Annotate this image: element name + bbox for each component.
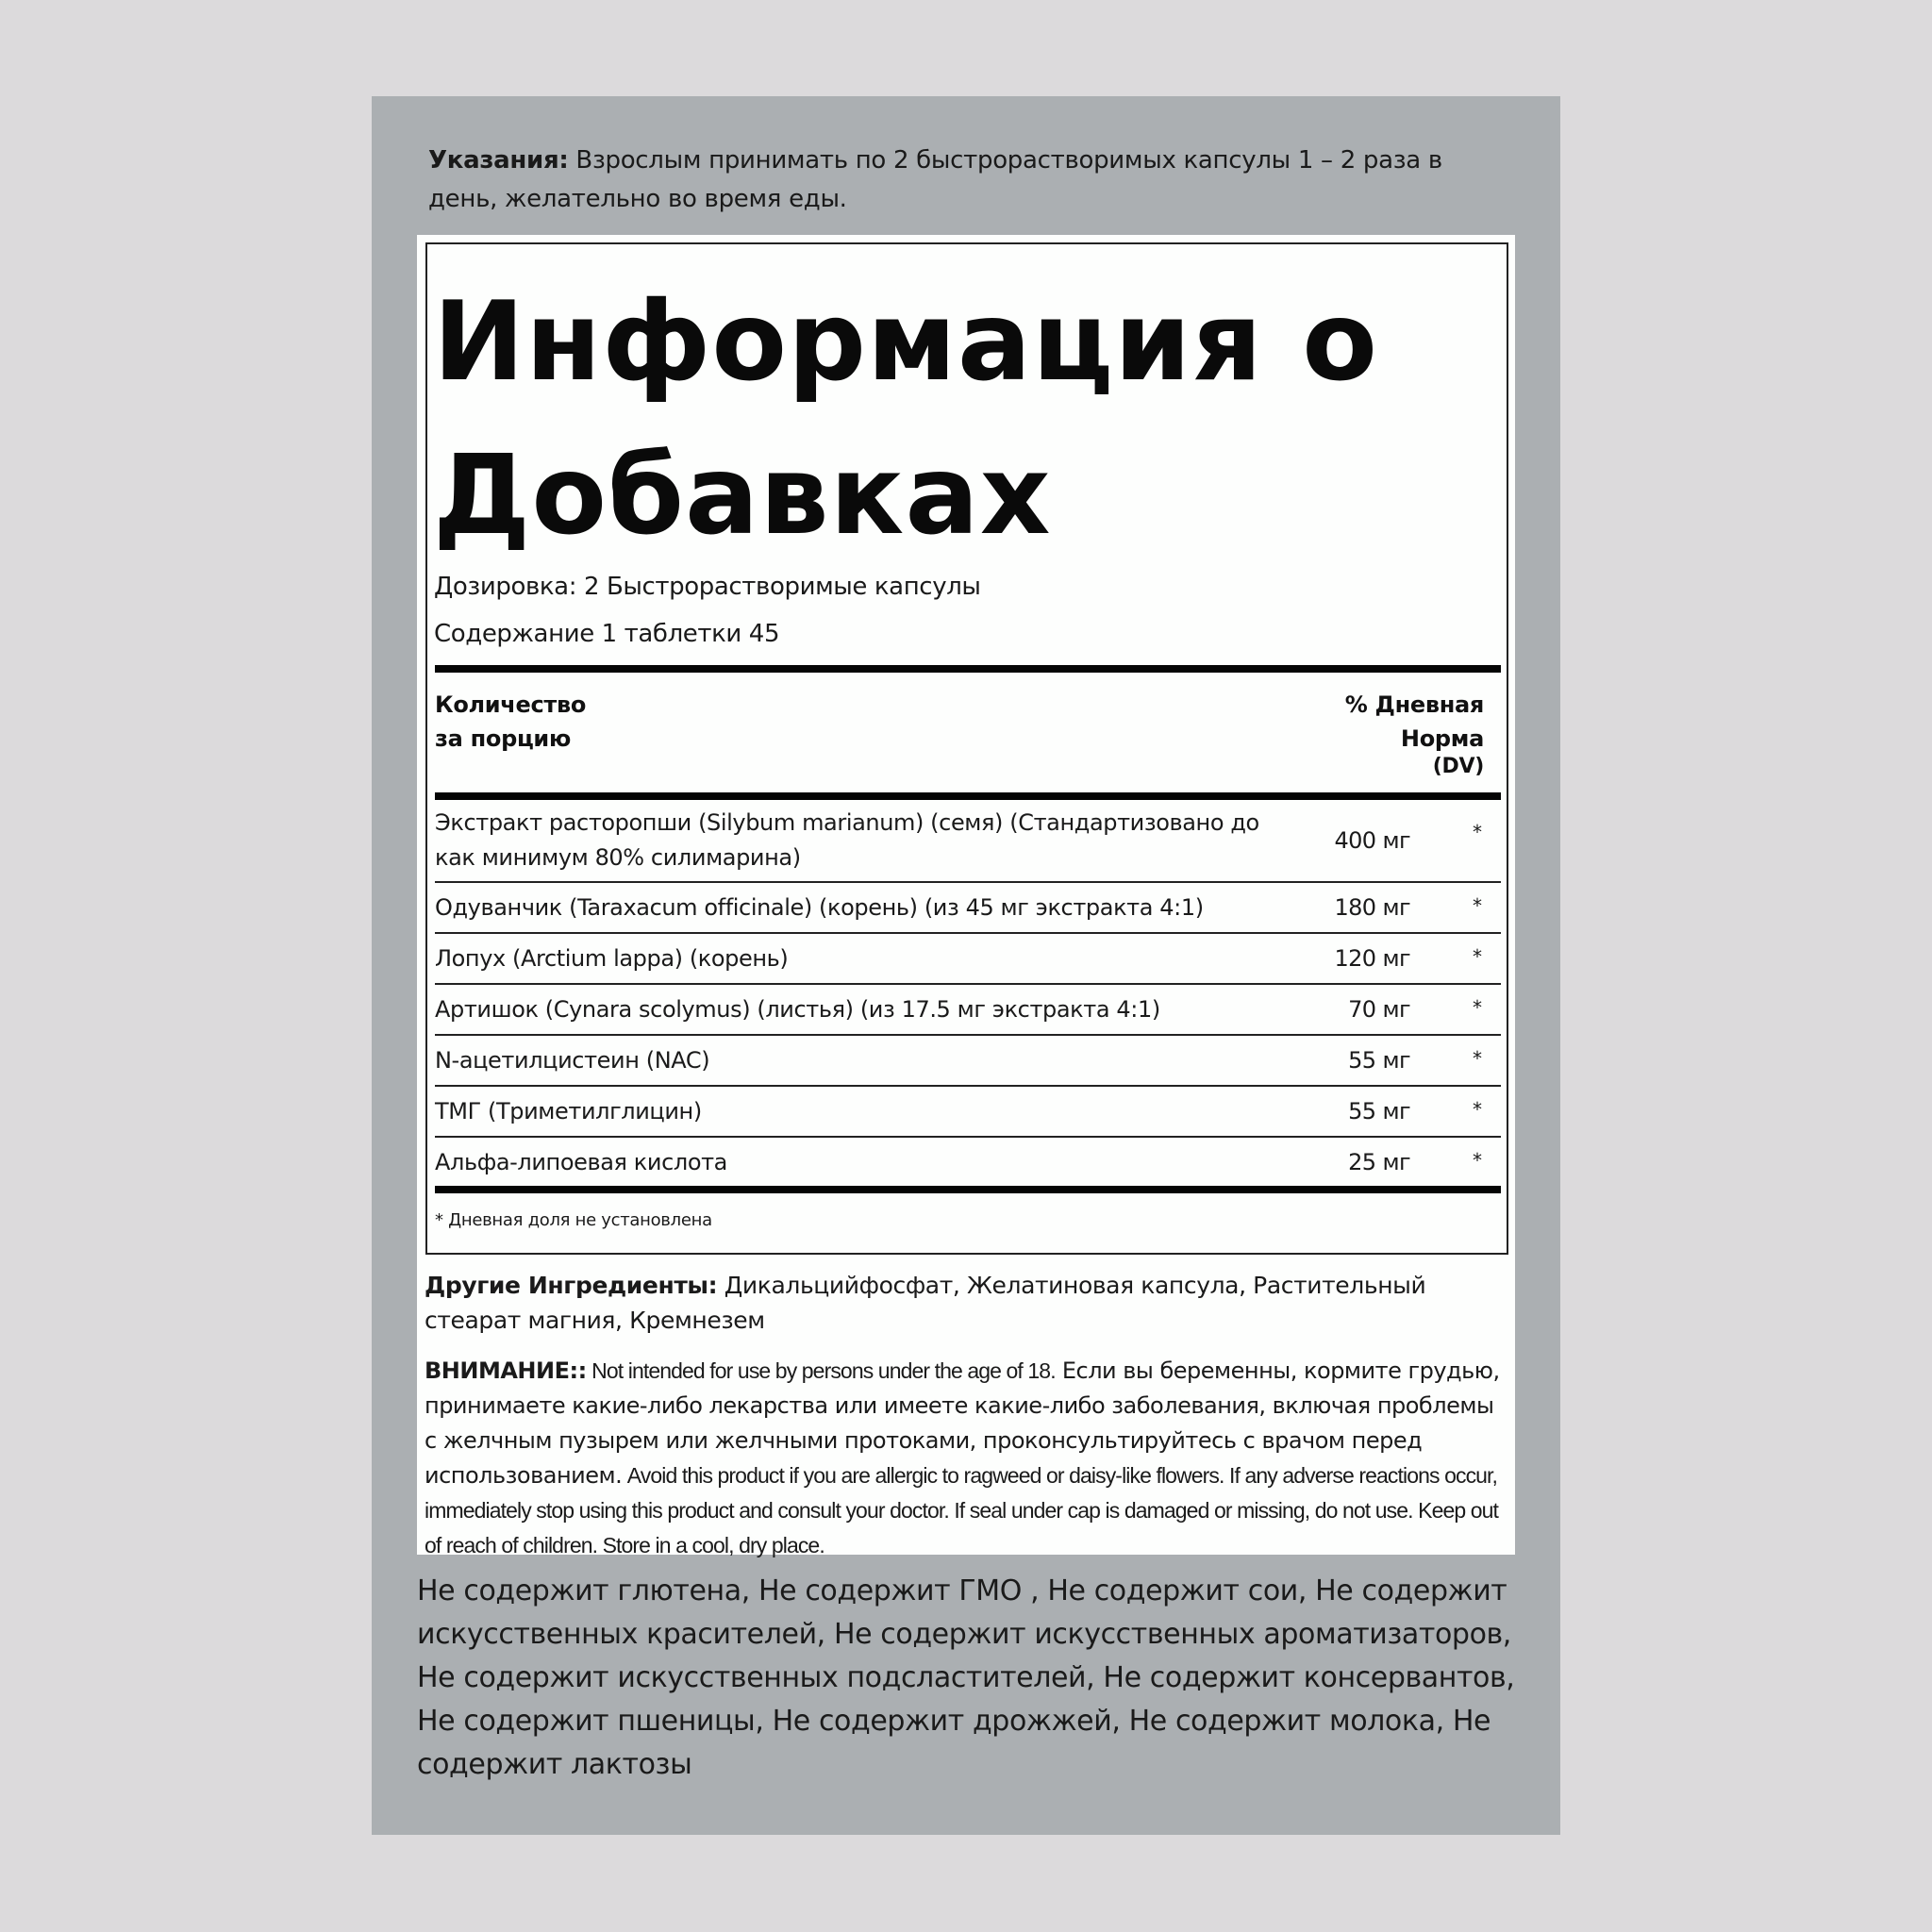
directions-label: Указания: <box>428 146 569 175</box>
ingredient-dv: * <box>1473 945 1482 968</box>
ingredient-dv: * <box>1473 1047 1482 1070</box>
other-ingredients-label: Другие Ингредиенты: <box>425 1272 718 1299</box>
table-row <box>435 1036 1501 1087</box>
ingredient-table <box>435 800 1501 1187</box>
ingredient-name: ТМГ (Триметилглицин) <box>435 1097 702 1124</box>
divider-thick <box>435 792 1501 800</box>
facts-title <box>433 265 1378 573</box>
ingredient-name: N-ацетилцистеин (NAC) <box>435 1046 710 1074</box>
table-row <box>435 883 1501 934</box>
supplement-facts-box <box>425 242 1508 1255</box>
ingredient-amount: 120 мг <box>1334 945 1410 972</box>
warning-text-ru: Если вы беременны, кормите грудью, принимаете какие-либо лекарства или имеете какие-либо заболевания, включая проблемы с желчным пузырем или желчными протоками, проконсультируйтесь с врачом перед использованием. <box>425 1357 1500 1489</box>
facts-title-line2: Добавках <box>433 432 1052 559</box>
dv-header-line2: Норма <box>1400 725 1484 752</box>
divider-thick <box>435 1186 1501 1193</box>
table-row <box>435 985 1501 1036</box>
warning-text-en-2: Avoid this product if you are allergic to ragweed or daisy-like flowers. If any adverse reactions occur, immediately stop using this product and consult your doctor. If seal under cap is damaged or missing, do not use. Keep out of reach of children. Store in a cool, dry place. <box>425 1463 1499 1557</box>
warning-text-en-1: Not intended for use by persons under the age of 18. <box>586 1358 1056 1383</box>
ingredient-amount: 180 мг <box>1334 894 1410 921</box>
other-ingredients-text: Дикальцийфосфат, Желатиновая капсула, Растительный стеарат магния, Кремнезем <box>425 1272 1426 1334</box>
servings-per-container: Содержание 1 таблетки 45 <box>434 620 780 648</box>
serving-size: Дозировка: 2 Быстрорастворимые капсулы <box>434 573 981 601</box>
amount-header-line2: за порцию <box>435 725 571 752</box>
ingredient-dv: * <box>1473 1149 1482 1172</box>
ingredient-name: Одуванчик (Taraxacum officinale) (корень) (из 45 мг экстракта 4:1) <box>435 893 1204 921</box>
directions <box>428 142 1494 219</box>
footnote: * Дневная доля не установлена <box>435 1210 712 1230</box>
ingredient-amount: 25 мг <box>1348 1149 1410 1175</box>
dv-header-line3: (DV) <box>1432 755 1484 778</box>
ingredient-dv: * <box>1473 1098 1482 1121</box>
ingredient-amount: 400 мг <box>1334 827 1410 854</box>
warning-label: ВНИМАНИЕ:: <box>425 1357 587 1384</box>
amount-header-line1: Количество <box>435 691 587 718</box>
ingredient-name: Лопух (Arctium lappa) (корень) <box>435 944 789 972</box>
ingredient-dv: * <box>1473 894 1482 917</box>
ingredient-name: Экстракт расторопши (Silybum marianum) (семя) (Стандартизовано до как минимум 80% силимарина) <box>435 809 1259 871</box>
daily-value-header <box>1345 688 1484 778</box>
table-row <box>435 1138 1501 1187</box>
table-row <box>435 1087 1501 1138</box>
free-from-claims: Не содержит глютена, Не содержит ГМО , Не содержит сои, Не содержит искусственных красителей, Не содержит искусственных ароматизаторов, Не содержит искусственных подсластителей, Не содержит консервантов, Не содержит пшеницы, Не содержит дрожжей, Не содержит молока, Не содержит лактозы <box>417 1574 1515 1781</box>
ingredient-amount: 70 мг <box>1348 996 1410 1023</box>
ingredient-dv: * <box>1473 821 1482 843</box>
facts-title-line1: Информация о <box>433 278 1378 406</box>
ingredient-amount: 55 мг <box>1348 1047 1410 1074</box>
table-row <box>435 934 1501 985</box>
dv-header-line1: % Дневная <box>1344 691 1484 718</box>
warning <box>425 1354 1509 1563</box>
ingredient-amount: 55 мг <box>1348 1098 1410 1124</box>
other-ingredients <box>425 1268 1509 1338</box>
directions-text: Взрослым принимать по 2 быстрорастворимых капсулы 1 – 2 раза в день, желательно во время еды. <box>428 146 1442 213</box>
ingredient-name: Артишок (Cynara scolymus) (листья) (из 17.5 мг экстракта 4:1) <box>435 995 1160 1023</box>
ingredient-dv: * <box>1473 996 1482 1019</box>
ingredient-name: Альфа-липоевая кислота <box>435 1148 727 1175</box>
divider-thick <box>435 665 1501 673</box>
table-row <box>435 800 1501 883</box>
amount-per-serving-header <box>435 688 586 756</box>
